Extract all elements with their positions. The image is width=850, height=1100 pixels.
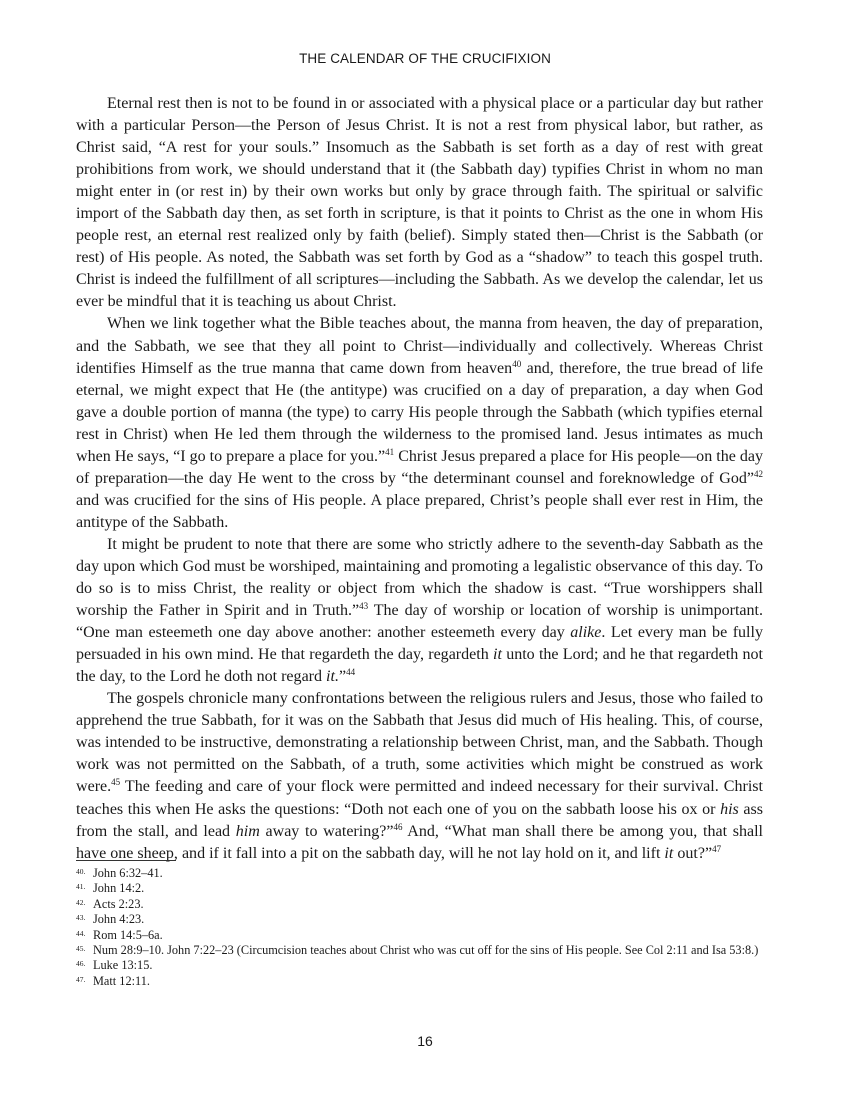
footnote-item <box>76 897 763 912</box>
body-text <box>76 93 763 865</box>
paragraph-3 <box>76 534 763 688</box>
text-run: When we link together what the Bible teaches about, the manna from heaven, the day of preparation, and the Sabbath, we see that they all point to Christ—individually and collectively. Whereas Christ identifies Himself as the true manna that came down from heaven <box>76 315 763 377</box>
footnote-ref[interactable]: 40 <box>512 358 522 369</box>
footnote-item <box>76 928 763 943</box>
footnote-divider <box>76 860 176 861</box>
footnote-item <box>76 866 763 881</box>
text-run: and, therefore, the true bread of life eternal, we might expect that He (the antitype) was crucified on a day of preparation, a day when God gave a double portion of manna (the type) to carry His people through the Sabbath (which typifies eternal rest in Christ) when He led them through the wilderness to the promised land. Jesus intimates as much when He says, “I go to prepare a place for you.” <box>76 359 763 465</box>
footnote-ref[interactable]: 45 <box>111 777 121 788</box>
italic-run: alike <box>570 624 602 642</box>
text-run: Christ Jesus prepared a place for His people—on the day of preparation—the day He went to the cross by “the determinant counsel and foreknowledge of God” <box>76 447 763 487</box>
footnote-ref[interactable]: 41 <box>385 446 395 457</box>
footnote-item <box>76 943 763 958</box>
footnote-ref[interactable]: 44 <box>346 667 356 678</box>
footnote-number: 41. <box>76 882 86 892</box>
italic-run: his <box>720 800 739 818</box>
page-number: 16 <box>417 1033 433 1049</box>
text-run: . Let every man be fully persuaded in his own mind. He that regardeth the day, regardeth <box>76 624 763 664</box>
italic-run: him <box>235 822 260 840</box>
footnote-text: Num 28:9–10. John 7:22–23 (Circumcision teaches about Christ who was cut off for the sins of His people. See Col 2:11 and Isa 53:8.) <box>93 943 759 958</box>
text-run: The gospels chronicle many confrontations between the religious rulers and Jesus, those who failed to apprehend the true Sabbath, for it was on the Sabbath that Jesus did much of His healing. This, of course, was intended to be instructive, demonstrating a relationship between Christ, man, and the Sabbath. Though work was not permitted on the Sabbath, of a truth, some activities which might be construed as work were. <box>76 690 763 796</box>
text-run: unto the Lord; and he that regardeth not the day, to the Lord he doth not regard <box>76 646 763 686</box>
footnote-text: John 6:32–41. <box>93 866 163 880</box>
footnote-text: Acts 2:23. <box>93 896 144 911</box>
text-run: ass from the stall, and lead <box>76 800 763 840</box>
text-run: The feeding and care of your flock were permitted and indeed necessary for their survival. Christ teaches this when He asks the questions: “Doth not each one of you on the sabbath loose his ox or <box>76 778 763 818</box>
footnote-number: 46. <box>76 959 86 969</box>
text-run: It might be prudent to note that there are some who strictly adhere to the seventh-day Sabbath as the day upon which God must be worshiped, maintaining and promoting a legalistic observance of this day. To do so is to miss Christ, the reality or object from which the shadow is cast. “True worshippers shall worship the Father in Spirit and in Truth.” <box>76 535 763 620</box>
footnote-number: 40. <box>76 867 86 876</box>
text-run: And, “What man shall there be among you, that shall have one sheep, and if it fall into a pit on the sabbath day, will he not lay hold on it, and lift <box>76 822 763 862</box>
paragraph-1: Eternal rest then is not to be found in or associated with a physical place or a particular day but rather with a particular Person—the Person of Jesus Christ. It is not a rest from physical labor, but rather, as Christ said, “A rest for your souls.” Insomuch as the Sabbath is set forth as a day of rest with great prohibitions from work, we should understand that it (the Sabbath day) typifies Christ in whom no man might enter in (or rest in) by their own works but only by grace through faith. The spiritual or salvific import of the Sabbath day then, as set forth in scripture, is that it points to Christ as the one in whom His people rest, an eternal rest realized only by faith (belief). Simply stated then—Christ is the Sabbath (or rest) of His people. As noted, the Sabbath was set forth by God as a “shadow” to teach this gospel truth. Christ is indeed the fulfillment of all scriptures—including the Sabbath. As we develop the calendar, let us ever be mindful that it is teaching us about Christ. <box>76 95 763 311</box>
paragraph-2 <box>76 313 763 533</box>
footnote-text: John 14:2. <box>93 881 145 896</box>
text-run: The day of worship or location of worship is unimportant. “One man esteemeth one day above another: another esteemeth every day <box>76 602 764 642</box>
paragraph-4 <box>76 688 763 864</box>
footnote-number: 43. <box>76 913 86 923</box>
footnote-text: Rom 14:5–6a. <box>93 927 163 942</box>
footnote-text: John 4:23. <box>93 912 145 927</box>
footnote-item <box>76 912 763 927</box>
italic-run: it <box>493 646 502 664</box>
footnote-ref[interactable]: 43 <box>359 601 369 612</box>
text-run: out?” <box>673 844 713 862</box>
footnotes <box>76 866 763 989</box>
text-run: and was crucified for the sins of His people. A place prepared, Christ’s people shall ever rest in Him, the antitype of the Sabbath. <box>76 491 763 531</box>
footnote-item <box>76 958 763 973</box>
footnote-ref[interactable]: 42 <box>754 468 763 479</box>
footnote-number: 44. <box>76 928 86 938</box>
footnote-ref[interactable]: 47 <box>712 843 722 854</box>
footnote-number: 45. <box>76 944 86 954</box>
footnote-text: Luke 13:15. <box>93 958 153 973</box>
italic-run: it <box>664 844 674 862</box>
italic-run: it. <box>326 668 339 686</box>
text-run: ” <box>338 668 347 686</box>
running-header: THE CALENDAR OF THE CRUCIFIXION <box>299 51 551 66</box>
footnote-item <box>76 881 763 896</box>
footnote-text: Matt 12:11. <box>93 973 150 988</box>
footnote-number: 47. <box>76 974 86 984</box>
text-run: away to watering?” <box>259 822 394 840</box>
footnote-number: 42. <box>76 897 86 907</box>
footnote-item <box>76 974 763 989</box>
footnote-ref[interactable]: 46 <box>393 821 403 832</box>
